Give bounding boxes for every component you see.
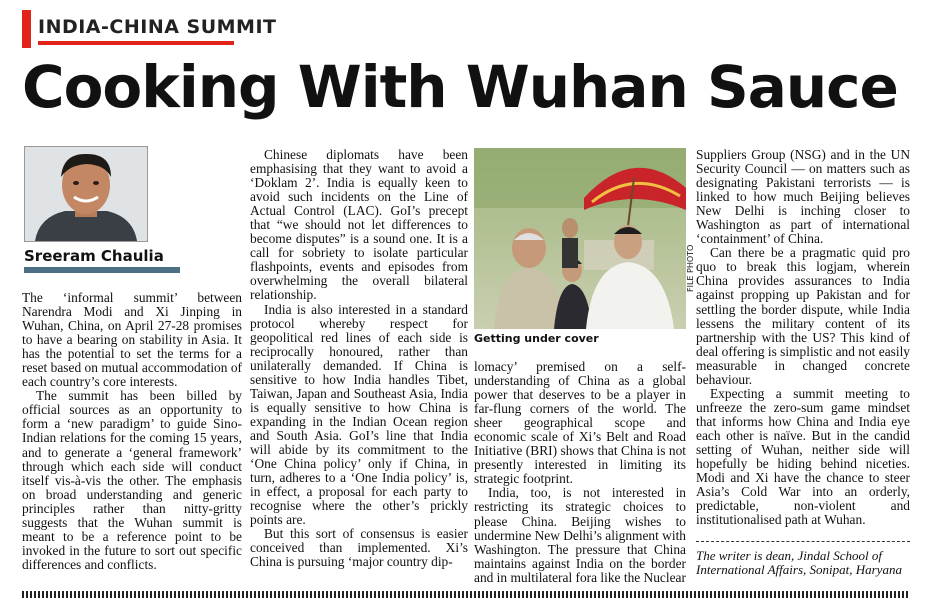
paragraph: lomacy’ premised on a self-understanding of China as a global power that deserves to be a player in far-flung corners of the world. The sheer geographical scope and economic scale of Xi’s Belt and Road Initiative (BRI) shows that China is not presently interested in limiting its strategic footprint. [474,359,686,487]
kicker-underline [38,41,234,45]
article-column-3 [474,360,686,585]
author-portrait-illustration [25,147,147,241]
author-bio: The writer is dean, Jindal School of International Affairs, Sonipat, Haryana [696,548,902,577]
summit-photo [474,148,686,329]
photo-credit: FILE PHOTO [686,244,695,292]
article-column-2 [250,148,468,569]
paragraph: India is also interested in a standard protocol whereby respect for geopolitical red lines of each side is reciprocally honoured, rather than unilaterally demanded. If China is sensitive to how India handles Tibet, Taiwan, Japan and Southeast Asia, India is equally sensitive to how China is expanding in the Indian Ocean region and South Asia. GoI’s line that India will abide by its commitment to the ‘One China policy’ only if China, in turn, adheres to a ‘One India policy’ is, in effect, a proposal for each party to recognise where the other’s prickly points are. [250,301,468,528]
author-name: Sreeram Chaulia [24,247,164,265]
author-portrait [24,146,148,242]
byline-rule [24,267,180,273]
paragraph: Suppliers Group (NSG) and in the UN Security Council — on matters such as designating Pakistani terrorists — is linked to how much Beijing believes New Delhi is inching closer to Washington as part of international ‘containment’ of China. [696,147,910,247]
paragraph: Expecting a summit meeting to unfreeze the zero-sum game mindset that informs how China and India eye each other is naïve. But in the candid setting of Wuhan, neither side will hopefully be hiding behind niceties. Modi and Xi have the chance to steer Asia’s Cold War into an orderly, predictable, non-violent and institutionalised path at Wuhan. [696,385,910,528]
paragraph: The summit has been billed by official sources as an opportunity to form a ‘new paradigm’ to guide Sino-Indian relations for the coming 15 years, and to generate a ‘general framework’ through which each side will conduct itself vis-à-vis the other. The emphasis on broad understanding and generic principles rather than nitty-gritty suggests that the Wuhan summit is meant to be a reference point to be invoked in the future to sort out specific differences and conflicts. [22,388,242,572]
paragraph: But this sort of consensus is easier conceived than implemented. Xi’s China is pursuing ‘major country dip- [250,526,468,570]
photo-caption: Getting under cover [474,332,599,345]
kicker-accent-bar [22,10,31,48]
section-kicker: INDIA-CHINA SUMMIT [38,16,277,38]
paragraph: Chinese diplomats have been emphasising that they want to avoid a ‘Doklam 2’. India is equally keen to avoid such incidents on the Line of Actual Control (LAC). GoI’s precept that “we should not let differences to become disputes” is a sound one. It is a call for sobriety to isolate particular flashpoints, events and episodes from overwhelming the overall bilateral relationship. [250,147,468,303]
bio-divider [696,541,910,542]
paragraph: India, too, is not interested in restricting its strategic choices to please China. Beijing wishes to undermine New Delhi’s alignment with Washington. The pressure that China maintains against India on the border and in multilateral fora like the Nuclear [474,485,686,585]
paragraph: Can there be a pragmatic quid pro quo to break this logjam, wherein China provides assurances to India against propping up Pakistan and for settling the border dispute, while India lessens the military content of its partnership with the US? This kind of deal offering is simplistic and not easily measurable in changed concrete behaviour. [696,245,910,387]
page-bottom-border [22,591,910,598]
headline: Cooking With Wuhan Sauce [22,53,898,121]
article-column-4 [696,148,910,527]
paragraph: The ‘informal summit’ between Narendra Modi and Xi Jinping in Wuhan, China, on April 27-28 promises to have a bearing on stability in Asia. It has the potential to set the terms for a reset based on mutual accommodation of each country’s core interests. [22,290,242,390]
article-column-1 [22,291,242,572]
summit-photo-illustration [474,148,686,329]
